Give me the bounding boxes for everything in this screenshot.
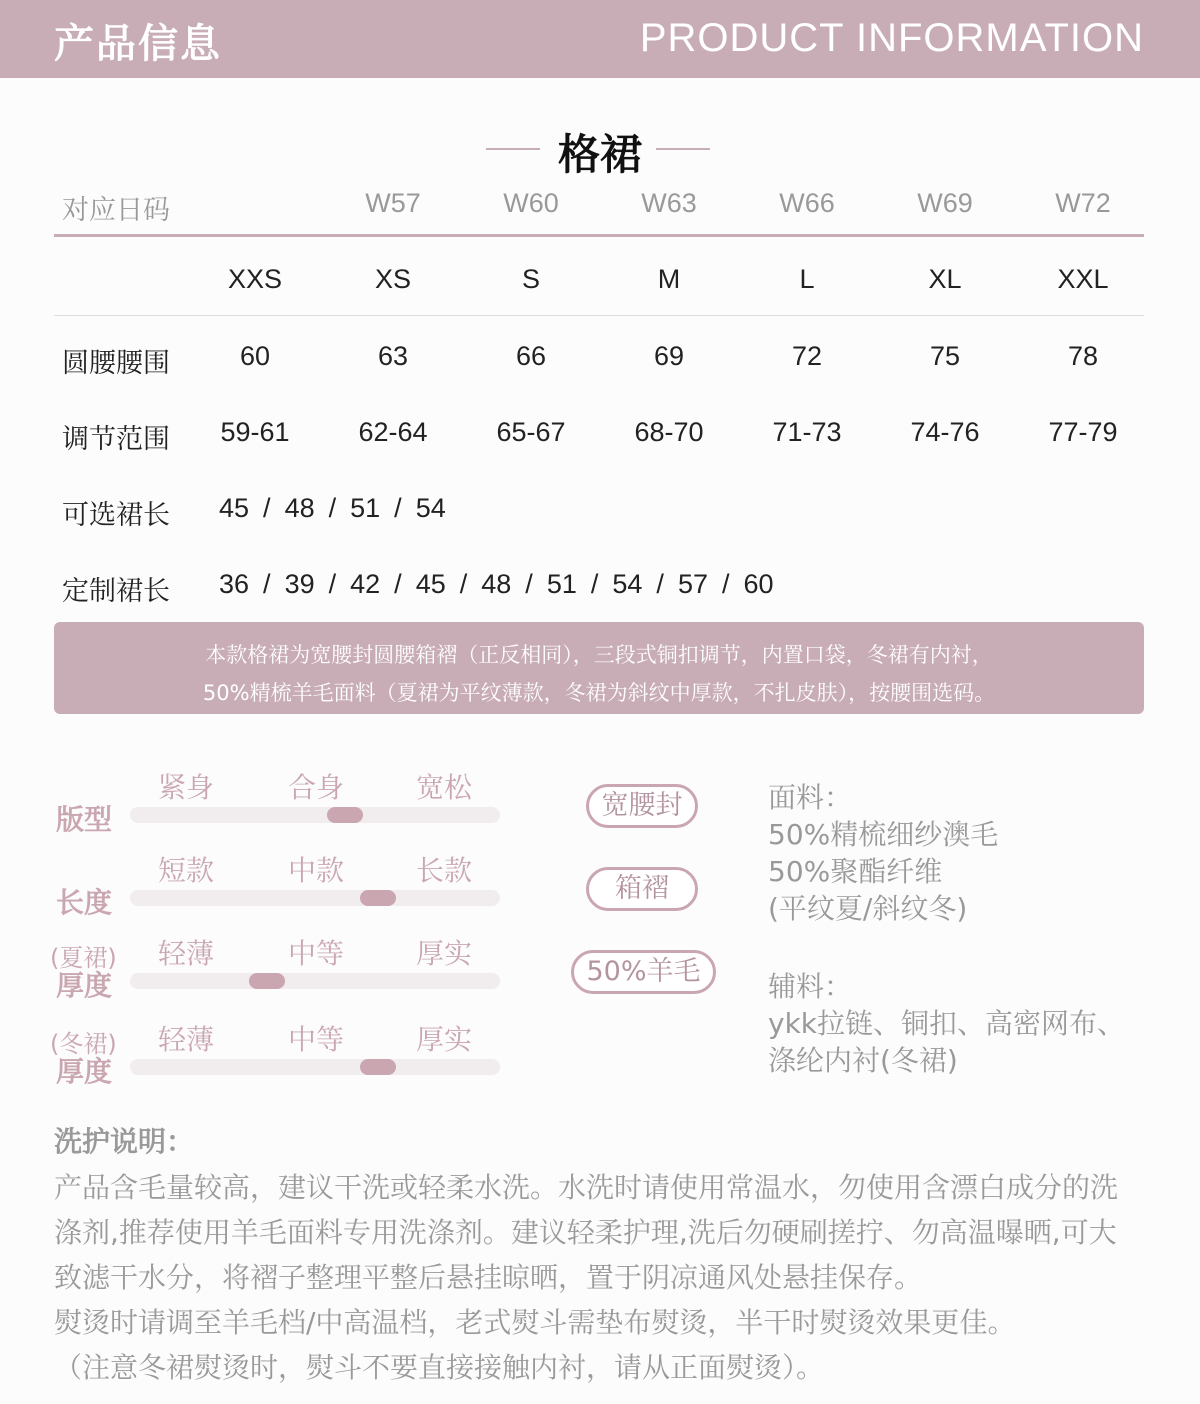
size-cell: 78 [1067, 341, 1099, 371]
optional-lengths [219, 493, 446, 524]
length-value: 51 [546, 569, 577, 599]
attr-option: 中款 [287, 854, 344, 887]
size-cell: XL [928, 264, 962, 294]
care-line: 涤剂,推荐使用羊毛面料专用洗涤剂。建议轻柔护理,洗后勿硬刷搓拧、勿高温曝晒,可大 [54, 1216, 1117, 1249]
length-separator: / [525, 569, 533, 599]
size-row-label-range: 调节范围 [62, 424, 170, 455]
care-line: 产品含毛量较高，建议干洗或轻柔水洗。水洗时请使用常温水，勿使用含漂白成分的洗 [54, 1171, 1119, 1204]
length-separator: / [263, 493, 271, 523]
fabric-main [768, 779, 998, 927]
attr-label-thickness-winter: 厚度 [56, 1055, 113, 1088]
attr-track [130, 807, 500, 823]
length-value: 36 [219, 569, 250, 599]
fabric-aux [768, 968, 1125, 1079]
note-line: 本款格裙为宽腰封圆腰箱褶（正反相同），三段式铜扣调节，内置口袋，冬裙有内衬， [205, 643, 993, 667]
size-cell: W63 [641, 188, 697, 218]
size-row-label-waist: 圆腰腰围 [62, 348, 170, 379]
header-title-en: PRODUCT INFORMATION [639, 16, 1144, 60]
length-separator: / [394, 569, 402, 599]
attr-option: 轻薄 [157, 1023, 214, 1056]
size-cell: 65-67 [496, 417, 566, 447]
attr-level-marker [360, 1059, 396, 1075]
product-note-banner [54, 622, 1144, 714]
attr-level-marker [249, 973, 285, 989]
tag-wide-waistband: 宽腰封 [586, 784, 698, 828]
note-line: 50%精梳羊毛面料（夏裙为平纹薄款，冬裙为斜纹中厚款，不扎皮肤），按腰围选码。 [202, 681, 996, 705]
size-cell: 75 [929, 341, 961, 371]
size-cell: 63 [377, 341, 409, 371]
length-separator: / [656, 569, 664, 599]
length-value: 57 [677, 569, 708, 599]
custom-lengths [219, 569, 774, 600]
length-separator: / [394, 493, 402, 523]
attr-level-marker [327, 807, 363, 823]
attr-option: 厚实 [415, 937, 472, 970]
length-separator: / [590, 569, 599, 599]
table-header-divider [54, 234, 1144, 237]
title-right-line [656, 148, 710, 150]
size-cell: L [799, 264, 815, 294]
fabric-line: 50%精梳细纱澳毛 [768, 818, 999, 851]
care-line: 熨烫时请调至羊毛档/中高温档，老式熨斗需垫布熨烫，半干时熨烫效果更佳。 [54, 1306, 1016, 1339]
size-cell: W66 [779, 188, 835, 218]
size-row-label-length: 可选裙长 [62, 500, 170, 531]
length-separator: / [459, 569, 468, 599]
fabric-main-title: 面料： [768, 781, 853, 814]
length-value: 45 [219, 493, 250, 523]
attr-option: 合身 [287, 771, 344, 804]
size-cell: W69 [917, 188, 973, 218]
attr-option: 中等 [287, 937, 344, 970]
attr-option: 长款 [415, 854, 472, 887]
attr-option: 宽松 [415, 771, 472, 804]
care-line: 致滤干水分，将褶子整理平整后悬挂晾晒，置于阴凉通风处悬挂保存。 [54, 1261, 923, 1294]
size-cell: 60 [239, 341, 271, 371]
tag-box-pleat: 箱褶 [586, 867, 698, 911]
size-cell: XXL [1057, 264, 1109, 294]
size-row-label-custom: 定制裙长 [62, 576, 170, 607]
attr-option: 短款 [157, 854, 214, 887]
size-cell: 66 [515, 341, 547, 371]
fabric-line: 涤纶内衬(冬裙) [768, 1044, 958, 1077]
size-cell: 71-73 [772, 417, 842, 447]
length-value: 48 [284, 493, 315, 523]
length-separator: / [721, 569, 730, 599]
tag-wool: 50%羊毛 [571, 950, 716, 994]
attr-option: 轻薄 [157, 937, 214, 970]
attr-label-length: 长度 [56, 886, 113, 919]
header-banner [0, 0, 1200, 78]
attr-option: 中等 [287, 1023, 344, 1056]
attr-option: 厚实 [415, 1023, 472, 1056]
length-value: 51 [350, 493, 381, 523]
length-value: 48 [481, 569, 512, 599]
length-value: 54 [612, 569, 643, 599]
size-row-label-jp: 对应日码 [62, 195, 170, 226]
product-title-block [0, 122, 1200, 179]
fabric-line: 50%聚酯纤维 [768, 855, 943, 888]
size-cell: W60 [503, 188, 559, 218]
care-title: 洗护说明： [54, 1125, 195, 1158]
length-value: 39 [284, 569, 315, 599]
attr-prefix-summer: (夏裙) [50, 944, 117, 972]
fabric-line: (平纹夏/斜纹冬) [768, 892, 968, 925]
size-cell: XS [374, 264, 412, 294]
size-cell: XXS [227, 264, 283, 294]
attr-label-fit: 版型 [56, 803, 113, 836]
size-cell: 77-79 [1048, 417, 1118, 447]
size-cell: 68-70 [634, 417, 704, 447]
length-value: 45 [415, 569, 446, 599]
length-value: 54 [415, 493, 446, 523]
size-cell: 59-61 [220, 417, 290, 447]
length-separator: / [328, 569, 337, 599]
attr-level-marker [360, 890, 396, 906]
attr-track [130, 1059, 500, 1075]
product-title: 格裙 [557, 130, 642, 179]
attr-prefix-winter: (冬裙) [50, 1030, 117, 1058]
length-separator: / [328, 493, 337, 523]
size-cell: 72 [791, 341, 823, 371]
attr-track [130, 973, 500, 989]
header-title-cn: 产品信息 [54, 21, 222, 67]
attr-track [130, 890, 500, 906]
attr-option: 紧身 [157, 771, 214, 804]
length-separator: / [263, 569, 271, 599]
size-cell: W72 [1055, 188, 1111, 218]
size-cell: S [521, 264, 540, 294]
fabric-aux-title: 辅料： [768, 970, 853, 1003]
size-cell: W57 [365, 188, 421, 218]
size-cell: 74-76 [910, 417, 980, 447]
table-row-divider [54, 315, 1144, 316]
size-cell: 62-64 [358, 417, 428, 447]
size-cell: 69 [653, 341, 685, 371]
length-value: 42 [350, 569, 381, 599]
size-cell: M [657, 264, 681, 294]
fabric-line: ykk拉链、铜扣、高密网布、 [768, 1007, 1126, 1040]
length-value: 60 [743, 569, 774, 599]
care-line: （注意冬裙熨烫时，熨斗不要直接接触内衬，请从正面熨烫）。 [54, 1351, 825, 1384]
attr-label-thickness-summer: 厚度 [56, 969, 113, 1002]
